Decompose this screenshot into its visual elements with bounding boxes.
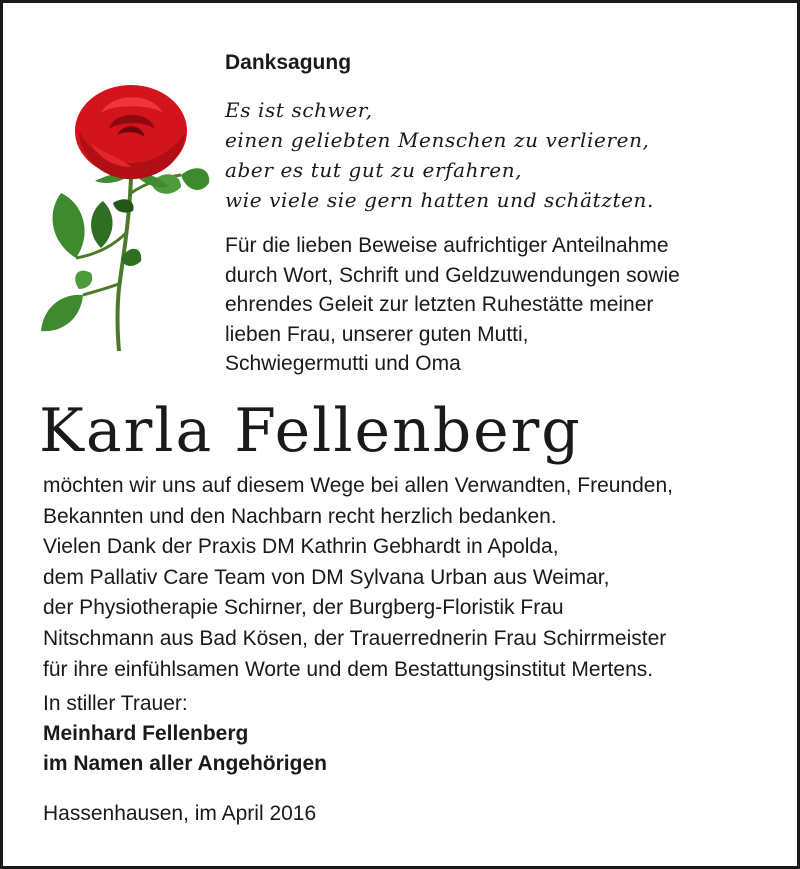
intro-line: durch Wort, Schrift und Geldzuwendungen sowie xyxy=(225,263,680,287)
thanks-line: Nitschmann aus Bad Kösen, der Trauerrednerin Frau Schirrmeister xyxy=(43,626,667,650)
thanks-line: möchten wir uns auf diesem Wege bei allen Verwandten, Freunden, xyxy=(43,474,673,497)
mourning-block xyxy=(43,689,643,779)
thanks-line: Vielen Dank der Praxis DM Kathrin Gebhardt in Apolda, xyxy=(43,535,559,559)
signer-name: Meinhard Fellenberg xyxy=(43,722,249,745)
deceased-name: Karla Fellenberg xyxy=(39,396,582,466)
notice-heading: Danksagung xyxy=(225,51,352,74)
thanks-line: Bekannten und den Nachbarn recht herzlich bedanken. xyxy=(43,504,557,528)
rose-icon xyxy=(31,83,221,358)
intro-line: Für die lieben Beweise aufrichtiger Anteilnahme xyxy=(225,234,669,257)
intro-paragraph xyxy=(225,231,785,379)
intro-line: Schwiegermutti und Oma xyxy=(225,352,461,375)
intro-line: ehrendes Geleit zur letzten Ruhestätte meiner xyxy=(225,293,654,316)
place-date: Hassenhausen, im April 2016 xyxy=(43,802,317,825)
thanks-line: dem Pallativ Care Team von DM Sylvana Urban aus Weimar, xyxy=(43,565,610,589)
thanks-line: der Physiotherapie Schirner, der Burgberg-Floristik Frau xyxy=(43,596,564,620)
poem-line: aber es tut gut zu erfahren, xyxy=(225,158,523,182)
signer-note: im Namen aller Angehörigen xyxy=(43,752,327,775)
mourning-label: In stiller Trauer: xyxy=(43,692,188,715)
poem-line: Es ist schwer, xyxy=(225,98,373,122)
poem-line: wie viele sie gern hatten und schätzten. xyxy=(225,188,654,212)
thanks-paragraph xyxy=(43,471,783,685)
thanks-line: für ihre einfühlsamen Worte und dem Bestattungsinstitut Mertens. xyxy=(43,657,654,681)
intro-line: lieben Frau, unserer guten Mutti, xyxy=(225,322,529,346)
poem xyxy=(225,95,785,215)
poem-line: einen geliebten Menschen zu verlieren, xyxy=(225,128,650,152)
